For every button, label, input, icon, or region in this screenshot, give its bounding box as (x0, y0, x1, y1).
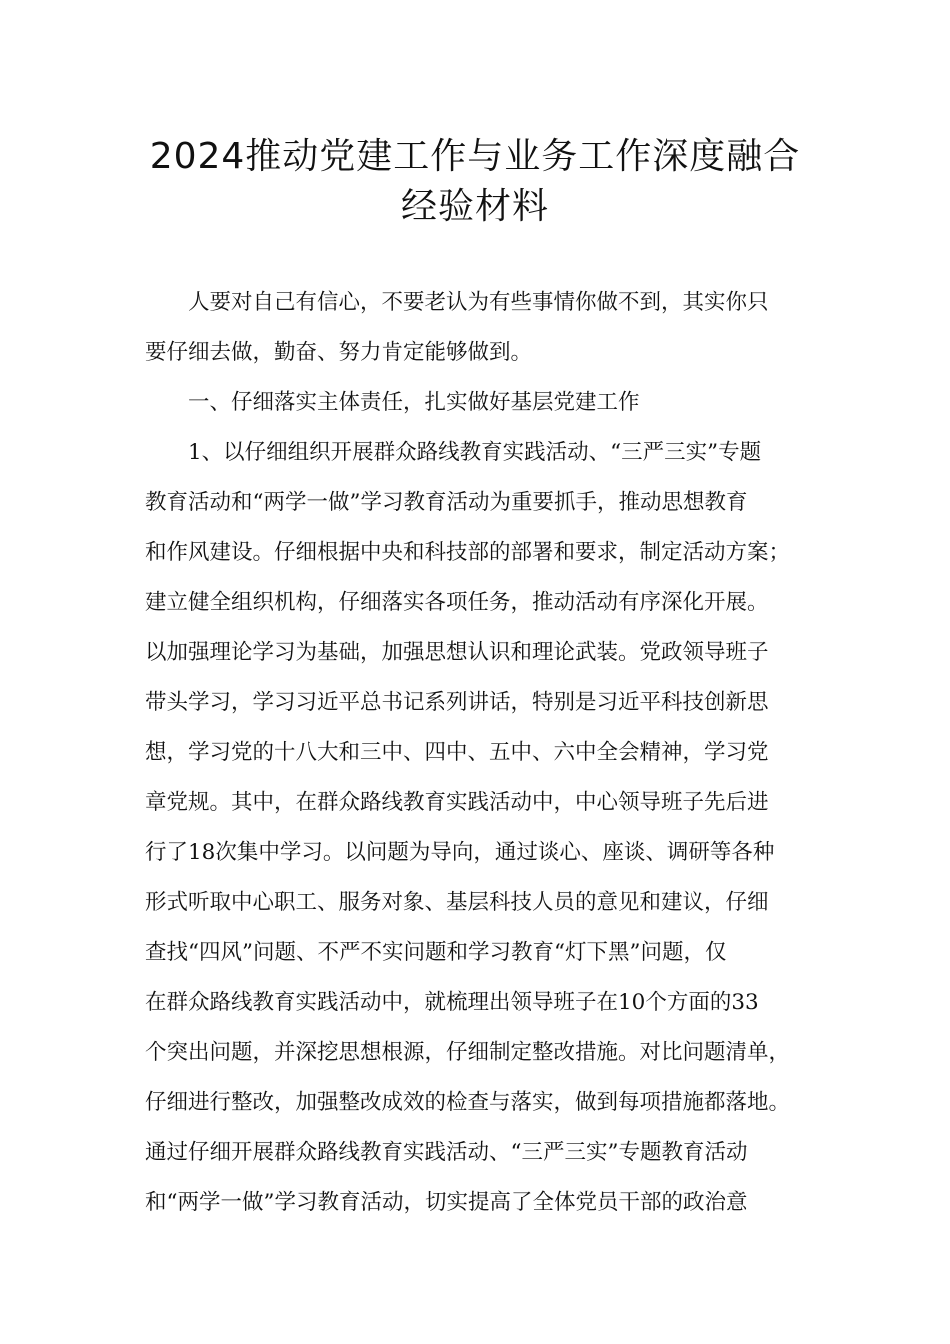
document-title-line-1: 2024推动党建工作与业务工作深度融合 (149, 136, 801, 177)
paragraph-line: 要仔细去做，勤奋、努力肯定能够做到。 (145, 340, 533, 365)
paragraph-line: 教育活动和“两学一做”学习教育活动为重要抓手，推动思想教育 (145, 490, 748, 515)
paragraph-line: 和作风建设。仔细根据中央和科技部的部署和要求，制定活动方案； (145, 540, 791, 565)
paragraph-line: 行了18次集中学习。以问题为导向，通过谈心、座谈、调研等各种 (145, 840, 775, 865)
paragraph-line: 形式听取中心职工、服务对象、基层科技人员的意见和建议，仔细 (145, 890, 769, 915)
paragraph-line: 人要对自己有信心，不要老认为有些事情你做不到，其实你只 (188, 290, 769, 315)
paragraph-line: 通过仔细开展群众路线教育实践活动、“三严三实”专题教育活动 (145, 1140, 748, 1165)
paragraph-line: 想，学习党的十八大和三中、四中、五中、六中全会精神，学习党 (145, 740, 769, 765)
paragraph-line: 和“两学一做”学习教育活动，切实提高了全体党员干部的政治意 (145, 1190, 748, 1215)
paragraph-line: 1、以仔细组织开展群众路线教育实践活动、“三严三实”专题 (188, 440, 762, 465)
paragraph-line: 查找“四风”问题、不严不实问题和学习教育“灯下黑”问题，仅 (145, 940, 727, 965)
document-body (145, 278, 825, 1228)
section-heading: 一、仔细落实主体责任，扎实做好基层党建工作 (188, 390, 640, 415)
paragraph-line: 建立健全组织机构，仔细落实各项任务，推动活动有序深化开展。 (145, 590, 769, 615)
paragraph-line: 以加强理论学习为基础，加强思想认识和理论武装。党政领导班子 (145, 640, 769, 665)
paragraph-line: 带头学习，学习习近平总书记系列讲话，特别是习近平科技创新思 (145, 690, 769, 715)
paragraph-line: 个突出问题，并深挖思想根源，仔细制定整改措施。对比问题清单， (145, 1040, 791, 1065)
paragraph-line: 在群众路线教育实践活动中，就梳理出领导班子在10个方面的33 (145, 990, 759, 1015)
document-title-line-2: 经验材料 (400, 186, 549, 227)
paragraph-line: 章党规。其中，在群众路线教育实践活动中，中心领导班子先后进 (145, 790, 769, 815)
paragraph-line: 仔细进行整改，加强整改成效的检查与落实，做到每项措施都落地。 (145, 1090, 791, 1115)
